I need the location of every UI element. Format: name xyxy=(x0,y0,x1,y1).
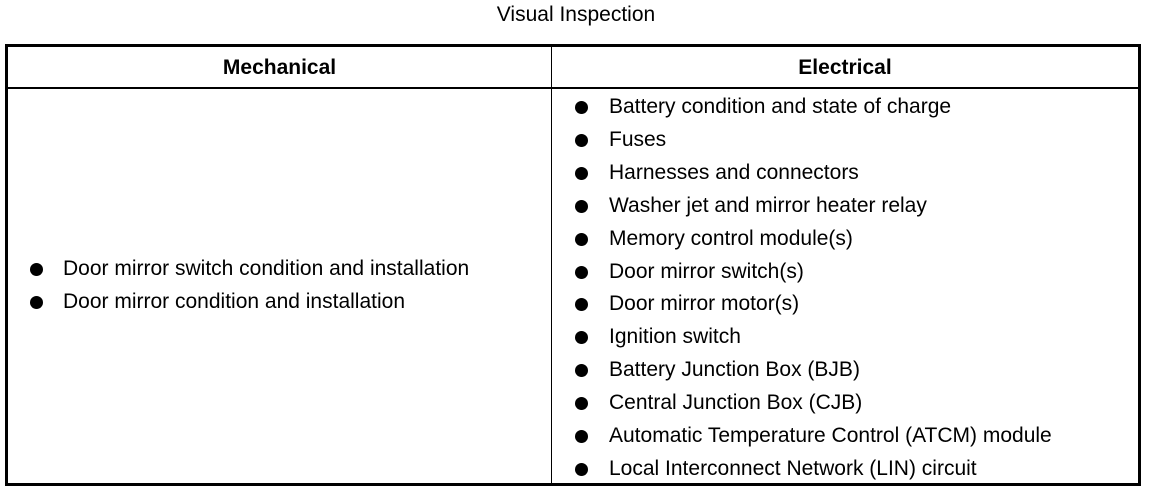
list-item-text: Door mirror motor(s) xyxy=(609,292,800,316)
list-item-text: Battery condition and state of charge xyxy=(609,95,952,118)
list-item-text: Ignition switch xyxy=(609,325,741,349)
list-item-text: Washer jet and mirror heater relay xyxy=(609,193,927,217)
list-item xyxy=(552,124,1138,157)
list-item-text: Door mirror switch(s) xyxy=(609,259,804,283)
bullet-icon xyxy=(575,134,588,147)
list-item xyxy=(552,453,1138,486)
electrical-cell xyxy=(552,89,1138,483)
bullet-icon xyxy=(575,233,588,246)
table-header-row xyxy=(8,47,1138,89)
list-item xyxy=(552,91,1138,124)
mechanical-cell xyxy=(8,89,551,483)
list-item-text: Memory control module(s) xyxy=(609,226,853,250)
mechanical-list xyxy=(8,253,551,319)
list-item xyxy=(552,190,1138,223)
bullet-icon xyxy=(30,263,43,276)
bullet-icon xyxy=(575,298,588,311)
bullet-icon xyxy=(575,430,588,443)
list-item xyxy=(552,223,1138,256)
bullet-icon xyxy=(575,101,588,114)
list-item xyxy=(552,256,1138,289)
list-item xyxy=(552,157,1138,190)
bullet-icon xyxy=(575,331,588,344)
list-item xyxy=(552,288,1138,321)
list-item-text: Battery Junction Box (BJB) xyxy=(609,358,860,382)
inspection-table xyxy=(5,44,1141,486)
bullet-icon xyxy=(575,167,588,180)
header-electrical: Electrical xyxy=(798,56,892,79)
list-item xyxy=(552,321,1138,354)
list-item-text: Door mirror condition and installation xyxy=(63,290,405,313)
bullet-icon xyxy=(575,397,588,410)
list-item-text: Automatic Temperature Control (ATCM) module xyxy=(609,424,1052,448)
list-item-text: Fuses xyxy=(609,127,667,151)
list-item-text: Central Junction Box (CJB) xyxy=(609,391,863,415)
list-item xyxy=(552,387,1138,420)
bullet-icon xyxy=(30,296,43,309)
page-title: Visual Inspection xyxy=(496,3,656,26)
bullet-icon xyxy=(575,200,588,213)
bullet-icon xyxy=(575,266,588,279)
list-item xyxy=(8,286,551,319)
list-item-text: Harnesses and connectors xyxy=(609,160,859,184)
list-item xyxy=(552,420,1138,453)
header-mechanical: Mechanical xyxy=(222,56,337,79)
bullet-icon xyxy=(575,463,588,476)
list-item-text: Door mirror switch condition and installation xyxy=(63,257,470,281)
bullet-icon xyxy=(575,364,588,377)
list-item-text: Local Interconnect Network (LIN) circuit xyxy=(609,456,977,480)
list-item xyxy=(552,354,1138,387)
list-item xyxy=(8,253,551,286)
electrical-list xyxy=(552,91,1138,486)
